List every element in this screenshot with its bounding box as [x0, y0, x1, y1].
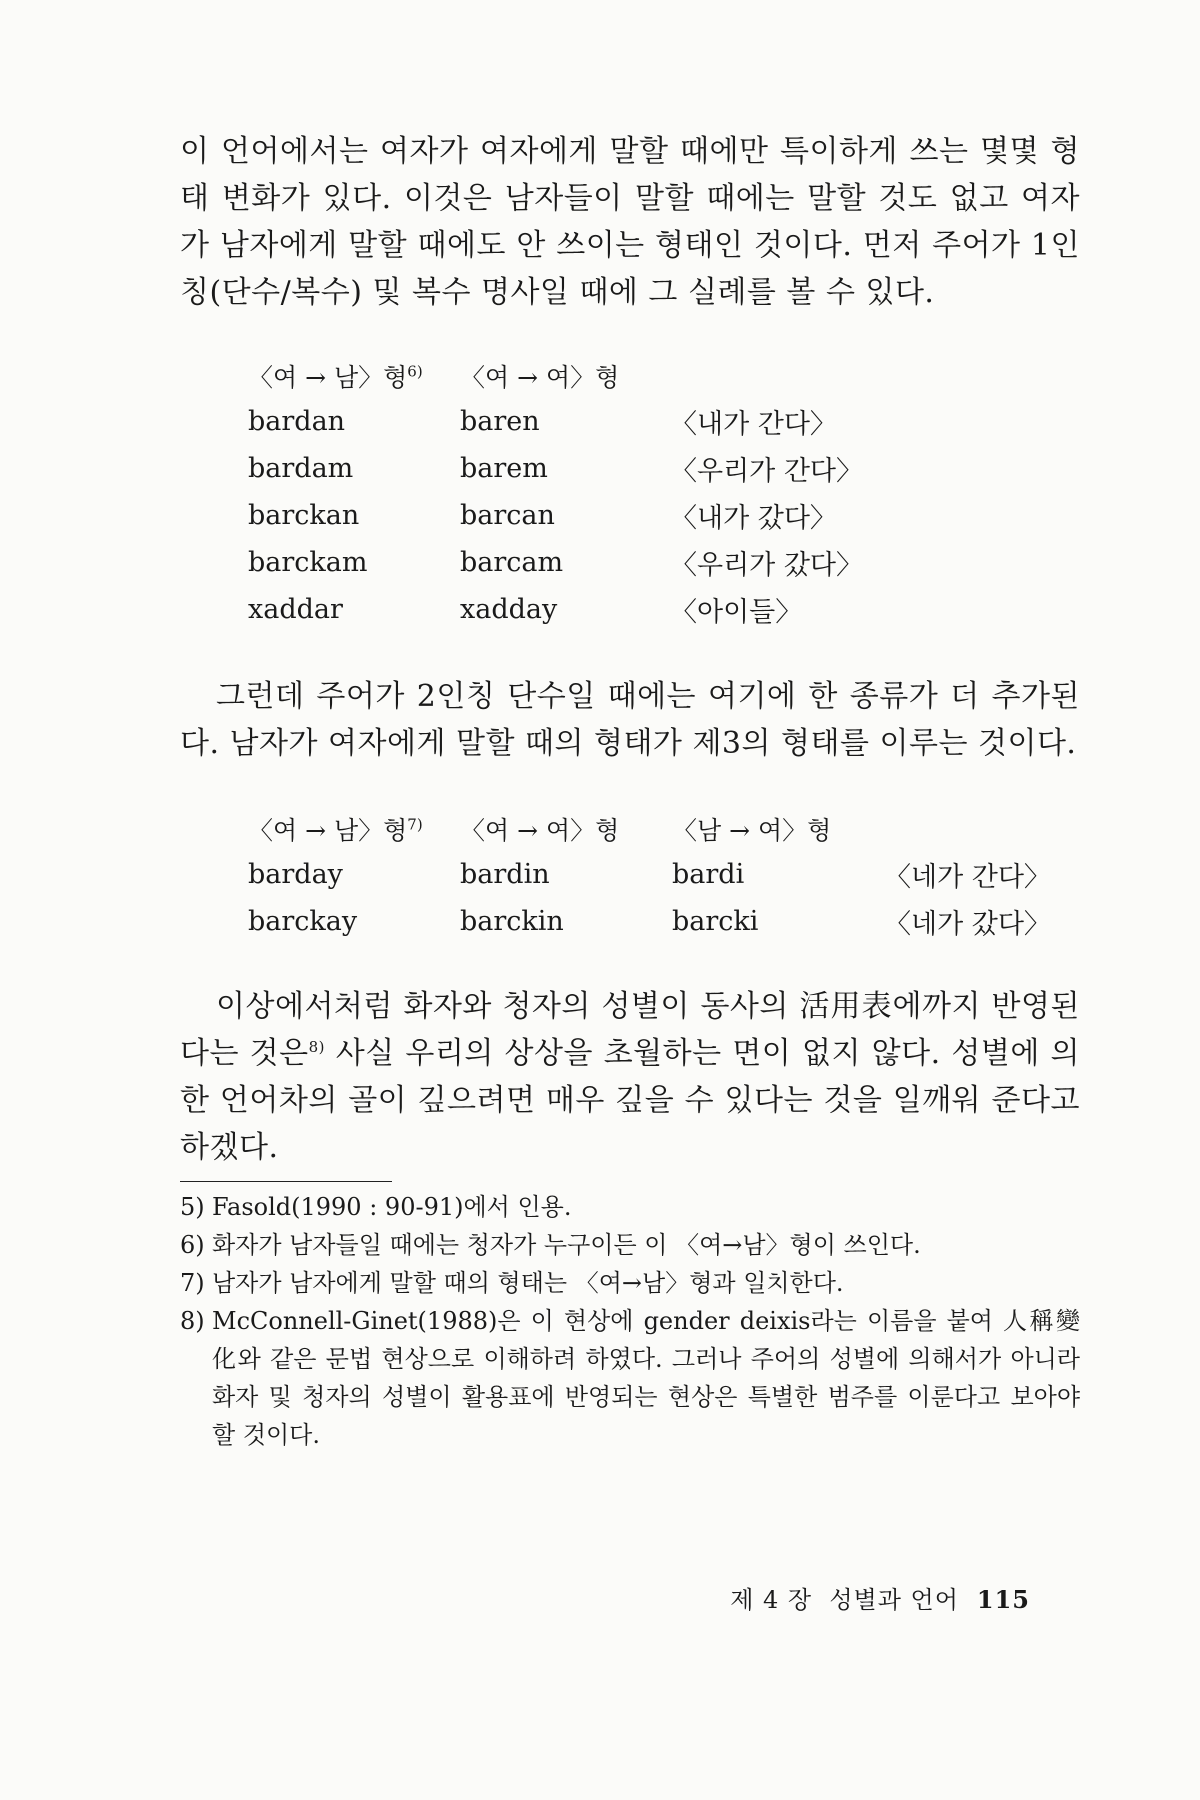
- cell-form: bardan: [248, 406, 346, 437]
- footnote-number: 5): [180, 1193, 205, 1221]
- cell-form: barckin: [460, 906, 564, 937]
- cell-form: barem: [460, 453, 548, 484]
- header-female-to-male: 〈여 → 남〉형$^{6)}$: [248, 362, 423, 392]
- cell-form: barckam: [248, 547, 368, 578]
- footnote-7: [180, 1264, 1080, 1302]
- table-second-person: [248, 807, 1051, 945]
- table-row: [248, 539, 863, 586]
- cell-gloss: 〈내가 갔다〉: [670, 503, 837, 534]
- cell-gloss: 〈우리가 간다〉: [670, 456, 863, 487]
- chapter-title: 제 4 장 성별과 언어: [730, 1586, 959, 1614]
- page-number: 115: [976, 1585, 1030, 1614]
- footnote-text: 남자가 남자에게 말할 때의 형태는 〈여→남〉형과 일치한다.: [212, 1269, 844, 1297]
- cell-form: bardi: [672, 859, 745, 890]
- cell-gloss: 〈네가 갔다〉: [884, 909, 1051, 940]
- footnote-text: 화자가 남자들일 때에는 청자가 누구이든 이 〈여→남〉형이 쓰인다.: [212, 1231, 921, 1259]
- cell-form: barckay: [248, 906, 358, 937]
- paragraph-2: 그런데 주어가 2인칭 단수일 때에는 여기에 한 종류가 더 추가된다. 남자가 여자에게 말할 때의 형태가 제3의 형태를 이루는 것이다.: [180, 679, 1080, 761]
- table-row: [248, 898, 1051, 945]
- footnote-6: [180, 1226, 1080, 1264]
- header-male-to-female: 〈남 → 여〉형: [672, 816, 832, 845]
- cell-form: barcan: [460, 500, 555, 531]
- footnote-text: Fasold(1990 : 90-91)에서 인용.: [212, 1193, 572, 1221]
- footnote-5: [180, 1188, 1080, 1226]
- cell-form: barcki: [672, 906, 759, 937]
- page-content: [180, 128, 1080, 1454]
- cell-gloss: 〈아이들〉: [670, 597, 803, 628]
- cell-form: bardin: [460, 859, 550, 890]
- footnote-number: 7): [180, 1269, 205, 1297]
- paragraph-3-part-2: 사실 우리의 상상을 초월하는 면이 없지 않다. 성별에 의한 언어차의 골이 깊으려면 매우 깊을 수 있다는 것을 일깨워 준다고 하겠다.: [180, 1036, 1080, 1165]
- footnote-number: 8): [180, 1307, 205, 1335]
- table-row: [248, 586, 863, 633]
- paragraph-3-part-1: 이상에서처럼 화자와 청자의 성별이 동사의 活用表에까지 반영된다는 것은: [180, 989, 1080, 1071]
- table-header-row: [248, 354, 863, 398]
- footnote-ref-7: 7): [407, 815, 423, 834]
- paragraph-1: 이 언어에서는 여자가 여자에게 말할 때에만 특이하게 쓰는 몇몇 형태 변화가 있다. 이것은 남자들이 말할 때에는 말할 것도 없고 여자가 남자에게 말할 때에도 안 쓰이는 형태인 것이다. 먼저 주어가 1인칭(단수/복수) 및 복수 명사일 때에 그 실례를 볼 수 있다.: [180, 134, 1080, 310]
- header-female-to-female: 〈여 → 여〉형: [460, 363, 620, 392]
- footnote-8: [180, 1302, 1080, 1454]
- footnotes: [180, 1188, 1080, 1454]
- footnote-text: McConnell-Ginet(1988)은 이 현상에 gender deixis라는 이름을 붙여 人稱變化와 같은 문법 현상으로 이해하려 하였다. 그러나 주어의 성별에 의해서가 아니라 화자 및 청자의 성별이 활용표에 반영되는 현상은 특별한 범주를 이룬다고 보아야 할 것이다.: [212, 1307, 1080, 1449]
- paragraph-3: [180, 983, 1080, 1171]
- footnote-ref-6: 6): [407, 362, 423, 381]
- table-row: [248, 398, 863, 445]
- running-footer: [730, 1580, 1030, 1615]
- header-female-to-female: 〈여 → 여〉형: [460, 816, 620, 845]
- table-header-row: [248, 807, 1051, 851]
- cell-form: barckan: [248, 500, 360, 531]
- cell-form: bardam: [248, 453, 354, 484]
- table-row: [248, 492, 863, 539]
- footnote-ref-8: 8): [308, 1038, 326, 1056]
- table-row: [248, 445, 863, 492]
- header-female-to-male: 〈여 → 남〉형$^{7)}$: [248, 815, 423, 845]
- cell-form: barday: [248, 859, 343, 890]
- cell-form: xadday: [460, 594, 558, 625]
- footnote-number: 6): [180, 1231, 205, 1259]
- cell-gloss: 〈네가 간다〉: [884, 862, 1051, 893]
- table-row: [248, 851, 1051, 898]
- cell-gloss: 〈우리가 갔다〉: [670, 550, 863, 581]
- table-first-person: [248, 354, 863, 633]
- cell-gloss: 〈내가 간다〉: [670, 409, 837, 440]
- footnote-divider: [180, 1181, 392, 1182]
- cell-form: xaddar: [248, 594, 343, 625]
- cell-form: barcam: [460, 547, 564, 578]
- cell-form: baren: [460, 406, 540, 437]
